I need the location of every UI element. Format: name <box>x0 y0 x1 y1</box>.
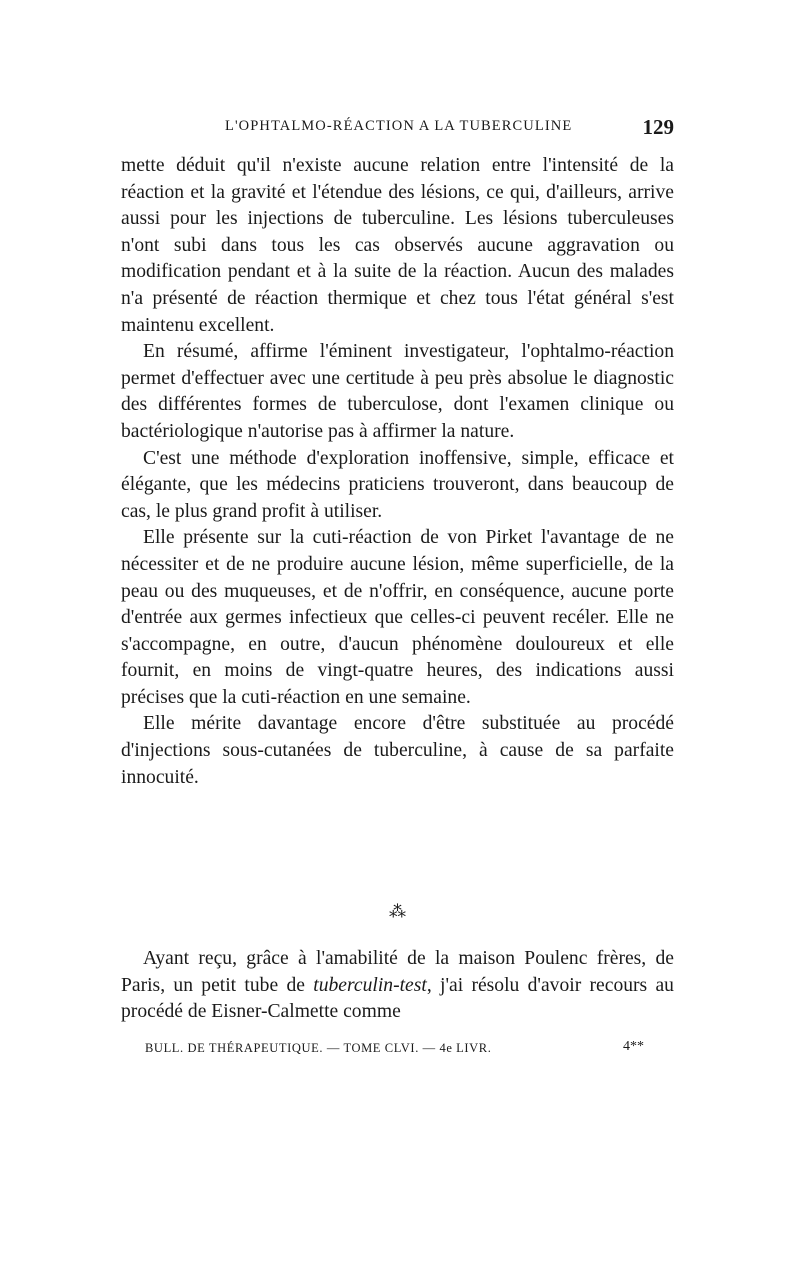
asterism-divider: ⁂ <box>389 902 406 921</box>
main-text <box>121 153 674 791</box>
paragraph-comparison: Elle présente sur la cuti-réaction de von Pirket l'avantage de ne nécessiter et de ne produire aucune lésion, même superficielle, de la peau ou des muqueuses, et de n'offrir, en conséquence, aucune porte d'entrée aux germes infectieux que celles-ci peuvent recéler. Elle ne s'accompagne, en outre, d'aucun phénomène douloureux et elle fournit, en moins de vingt-quatre heures, des indications aussi précises que la cuti-réaction en une semaine. <box>121 527 674 708</box>
final-text-before: Ayant reçu, grâce à l'amabilité de la maison Poulenc frères, de Paris, un petit tube de <box>121 948 674 996</box>
paragraph-substitution: Elle mérite davantage encore d'être substituée au procédé d'injections sous-cutanées de tuberculine, à cause de sa parfaite innocuité. <box>121 713 674 788</box>
running-head-title: L'OPHTALMO-RÉACTION A LA TUBERCULINE <box>225 118 573 134</box>
paragraph-method: C'est une méthode d'exploration inoffensive, simple, efficace et élégante, que les médecins praticiens trouveront, dans beaucoup de cas, le plus grand profit à utiliser. <box>121 447 674 522</box>
paragraph-final <box>121 946 674 1026</box>
paragraph-summary: En résumé, affirme l'éminent investigateur, l'ophtalmo-réaction permet d'effectuer avec une certitude à peu près absolue le diagnostic des différentes formes de tuberculose, dont l'examen clinique ou bactériologique n'autorise pas à affirmer la nature. <box>121 341 674 442</box>
page-number: 129 <box>642 115 674 139</box>
running-head <box>121 115 674 142</box>
footer-imprint: BULL. DE THÉRAPEUTIQUE. — TOME CLVI. — 4e LIVR. <box>145 1041 492 1055</box>
final-text-after: , j'ai résolu d'avoir recours au procédé de Eisner-Calmette comme <box>121 974 674 1023</box>
final-text <box>121 946 674 1026</box>
final-text-italic: tuberculin-test <box>313 974 427 996</box>
paragraph-continuation: mette déduit qu'il n'existe aucune relation entre l'intensité de la réaction et la gravité et l'étendue des lésions, ce qui, d'ailleurs, arrive aussi pour les injections de tuberculine. Les lésions tuberculeuses n'ont subi dans tous les cas observés aucune aggravation ou modification pendant et à la suite de la réaction. Aucun des malades n'a présenté de réaction thermique et chez tous l'état général s'est maintenu excellent. <box>121 155 674 336</box>
signature-mark: 4** <box>623 1039 644 1054</box>
